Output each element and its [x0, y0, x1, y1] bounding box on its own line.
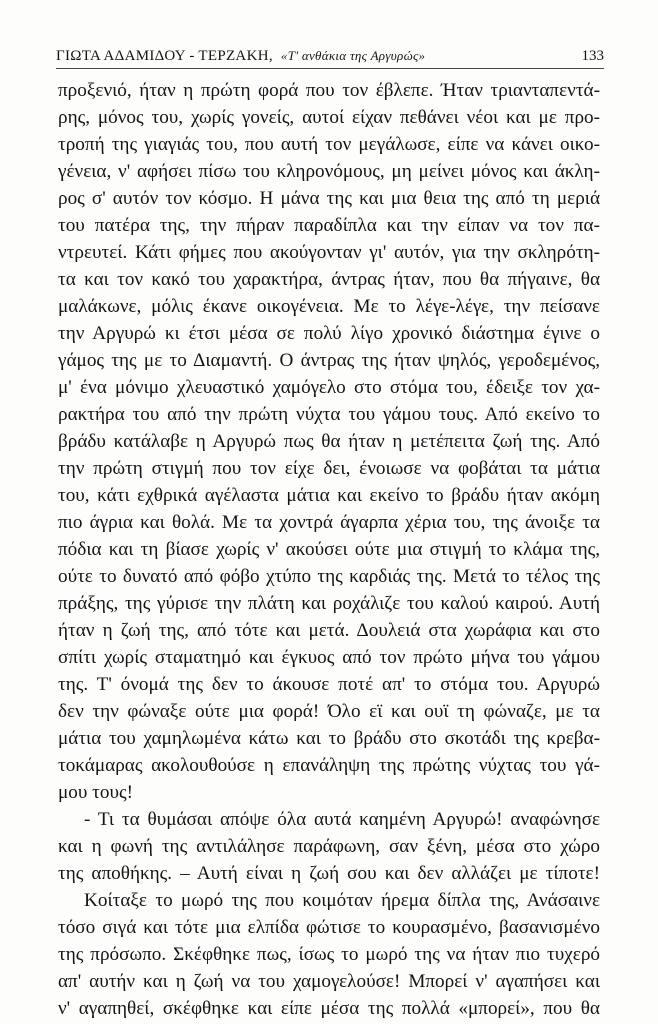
- text-line: της αποθήκης. – Αυτή είναι η ζωή σου και δεν αλλάζει με τίποτε!: [58, 863, 600, 884]
- text-line: δεν την φώναξε ούτε μια φορά! Όλο εϊ και ουϊ τη φώναζε, με τα: [58, 701, 600, 722]
- text-line: πράξης, της γύρισε την πλάτη και ροχάλιζε του καλού καιρού. Αυτή: [58, 593, 600, 614]
- text-line: του, κάτι εχθρικά αγέλαστα μάτια και εκείνο το βράδυ ήταν ακόμη: [58, 485, 600, 506]
- text-line: ρης, μόνος του, χωρίς γονείς, αυτοί είχαν πεθάνει νέοι και με προ-: [58, 107, 600, 128]
- running-head-author: ΓΙΩΤΑ ΑΔΑΜΙΔΟΥ - ΤΕΡΖΑΚΗ, «Τ' ανθάκια της Αργυρώς»: [56, 48, 426, 64]
- text-line: τοκάμαρας ακολουθούσε η επανάληψη της πρώτης νύχτας του γά-: [58, 755, 600, 776]
- text-line: τα και τον κακό του χαρακτήρα, άντρας ήταν, που θα πήγαινε, θα: [58, 269, 600, 290]
- running-head: [56, 46, 604, 69]
- text-line: Κοίταξε το μωρό της που κοιμόταν ήρεμα δίπλα της, Ανάσαινε: [84, 890, 600, 911]
- text-line: ρακτήρα του από την πρώτη νύχτα του γάμου τους. Από εκείνο το: [58, 404, 600, 425]
- running-head-book-title: «Τ' ανθάκια της Αργυρώς»: [280, 48, 426, 63]
- page-number: 133: [581, 48, 604, 64]
- text-line: απ' αυτήν και η ζωή να του χαμογελούσε! Μπορεί ν' αγαπήσει και: [58, 971, 600, 992]
- text-line: ν' αγαπηθεί, σκέφθηκε και είπε μέσα της πολλά «μπορεί», που θα: [58, 998, 600, 1019]
- text-line: την Αργυρώ κι έτσι μέσα σε πολύ λίγο χρονικό διάστημα έγινε ο: [58, 323, 600, 344]
- text-line: βράδυ κατάλαβε η Αργυρώ πως θα ήταν η μετέπειτα ζωή της. Από: [58, 431, 600, 452]
- text-line: μ' ένα μόνιμο χλευαστικό χαμόγελο στο στόμα του, έδειξε τον χα-: [58, 377, 600, 398]
- text-line: πόδια και τη βίασε χωρίς ν' ακούσει ούτε μια στιγμή το κλάμα της,: [58, 539, 600, 560]
- text-line: τροπή της γιαγιάς του, που αυτή τον μεγάλωσε, είπε να κάνει οικο-: [58, 134, 600, 155]
- text-line: ντρευτεί. Κάτι φήμες που ακούγονταν γι' αυτόν, για την σκληρότη-: [58, 242, 600, 263]
- text-line: ούτε το δυνατό από φόβο χτύπο της καρδιάς της. Μετά το τέλος της: [58, 566, 600, 587]
- text-line: τόσο σιγά και τότε μια ελπίδα φώτισε το κουρασμένο, βασανισμένο: [58, 917, 600, 938]
- text-line: του πατέρα της, την πήραν παραδίπλα και την είπαν να τον πα-: [58, 215, 600, 236]
- body-text: [58, 77, 600, 1022]
- text-line: γένεια, ν' αφήσει πίσω του κληρονόμους, μη μείνει μόνος και άκλη-: [58, 161, 600, 182]
- text-line: σπίτι χωρίς σταματημό και έγκυος από τον πρώτο μήνα του γάμου: [58, 647, 600, 668]
- text-line: της πρόσωπο. Σκέφθηκε πως, ίσως το μωρό της να ήταν πιο τυχερό: [58, 944, 600, 965]
- text-line: - Τι τα θυμάσαι απόψε όλα αυτά καημένη Αργυρώ! αναφώνησε: [84, 809, 600, 830]
- text-line: πιο άγρια και θολά. Με τα χοντρά άγαρπα χέρια του, της άνοιξε τα: [58, 512, 600, 533]
- text-line: γάμος της με το Διαμαντή. Ο άντρας της ήταν ψηλός, γεροδεμένος,: [58, 350, 600, 371]
- text-line: μαλάκωνε, μόλις έκανε οικογένεια. Με το λέγε-λέγε, την πείσανε: [58, 296, 600, 317]
- text-line: ρος σ' αυτόν τον κόσμο. Η μάνα της και μια θεια της από τη μεριά: [58, 188, 600, 209]
- text-line: της. Τ' όνομά της δεν το άκουσε ποτέ απ' το στόμα του. Αργυρώ: [58, 674, 600, 695]
- text-line: και η φωνή της αντιλάλησε παράφωνη, σαν ξένη, μέσα στο χώρο: [58, 836, 600, 857]
- text-line: την πρώτη στιγμή που τον είχε δει, ένοιωσε να φοβάται τα μάτια: [58, 458, 600, 479]
- text-line: προξενιό, ήταν η πρώτη φορά που τον έβλεπε. Ήταν τριανταπεντά-: [58, 80, 600, 101]
- text-line: μου τους!: [58, 782, 133, 803]
- text-line: μάτια του χαμηλωμένα κάτω και το βράδυ στο σκοτάδι της κρεβα-: [58, 728, 600, 749]
- text-line: ήταν η ζωή της, από τότε και μετά. Δουλειά στα χωράφια και στο: [58, 620, 600, 641]
